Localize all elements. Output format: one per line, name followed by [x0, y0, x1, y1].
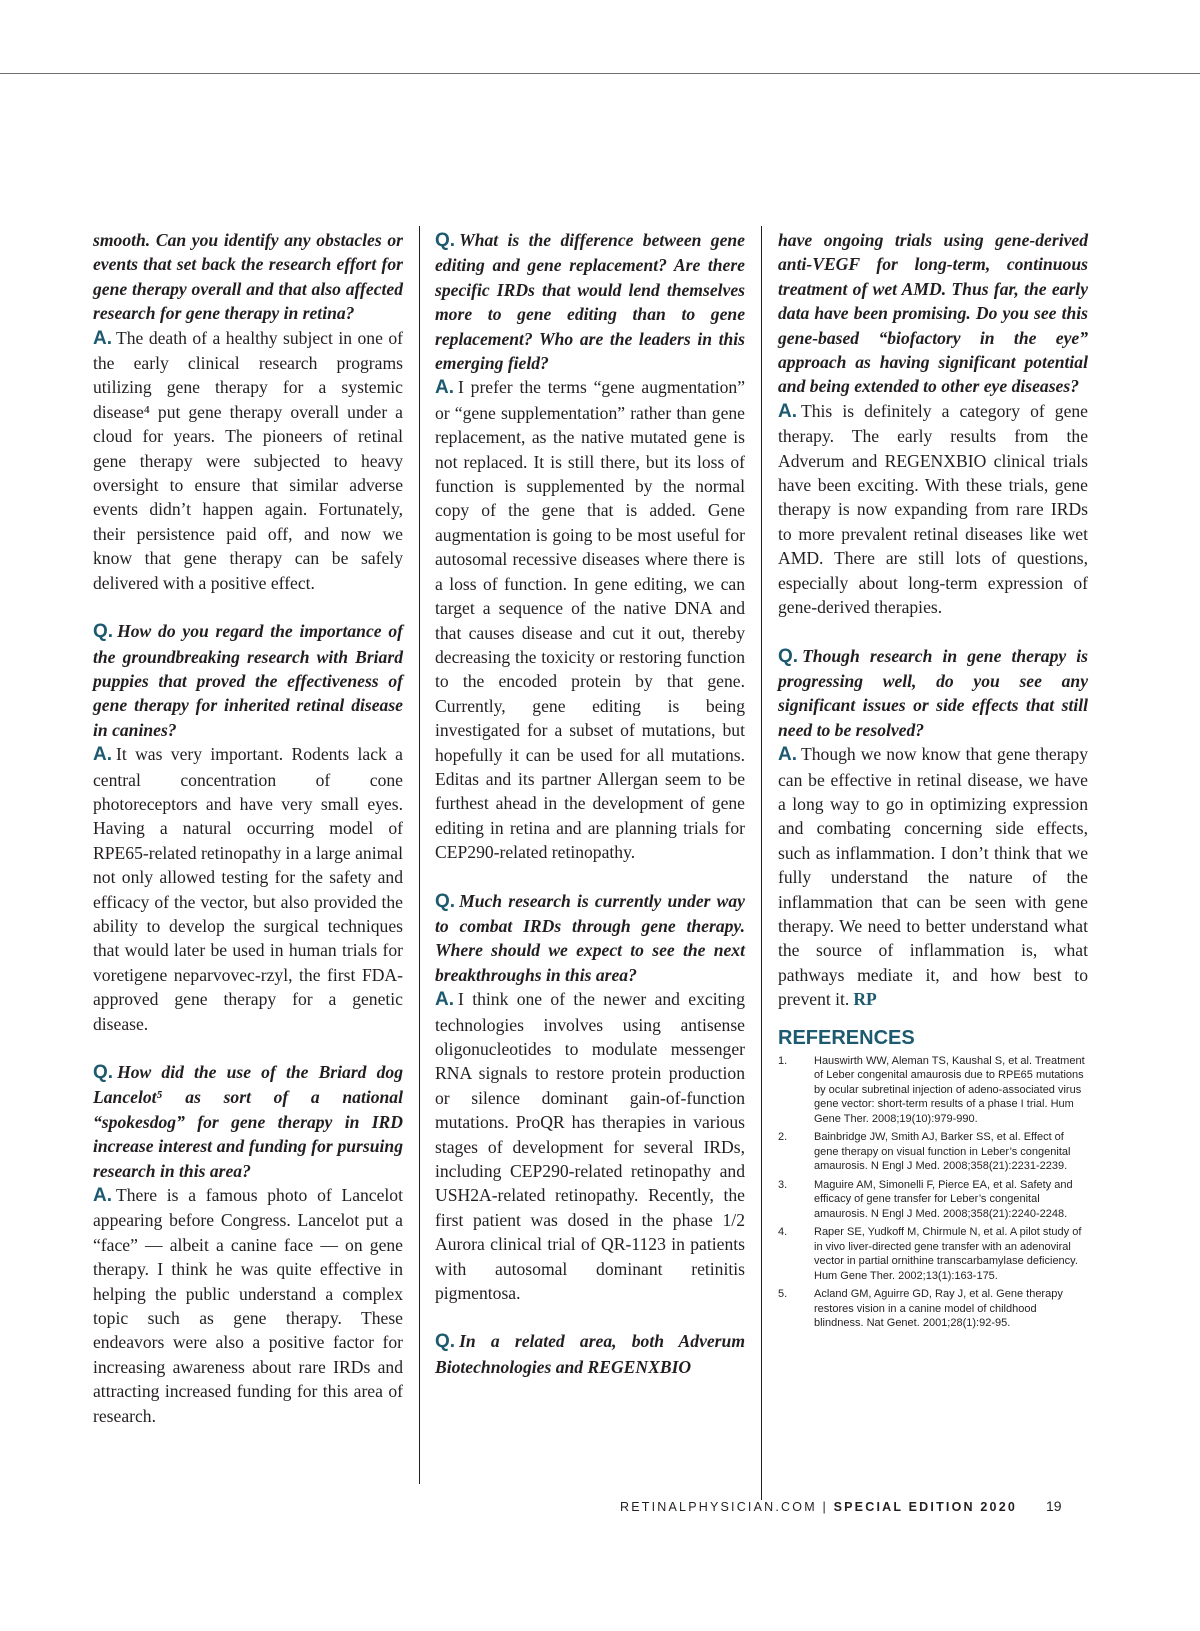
reference-text: Raper SE, Yudkoff M, Chirmule N, et al. A pilot study of in vivo liver-directed gene transfer with an adenoviral vector in partial ornithine transcarbamylase deficiency. Hum Gene Ther. 2002;13(1):163-175. — [814, 1226, 1082, 1282]
answer — [435, 375, 745, 864]
end-mark: RP — [853, 989, 877, 1010]
column-1 — [93, 228, 403, 1428]
answer-label: A. — [93, 744, 112, 766]
reference-text: Bainbridge JW, Smith AJ, Barker SS, et al. Effect of gene therapy on visual function in Leber’s congenital amaurosis. N Engl J Med. 2008;358(21):2231-2239. — [814, 1131, 1071, 1173]
question-continued: have ongoing trials using gene-derived anti-VEGF for long-term, continuous treatment of wet AMD. Thus far, the early data have been promising. Do you see this gene-based “biofactory in the eye” approach as having significant potential and being extended to other eye diseases? — [778, 230, 1088, 397]
question — [778, 644, 1088, 743]
column-divider — [761, 226, 762, 1500]
answer — [93, 326, 403, 595]
question — [435, 1329, 745, 1379]
reference-item — [778, 1287, 1088, 1331]
answer-label: A. — [93, 327, 112, 349]
reference-item — [778, 1225, 1088, 1283]
answer-text: It was very important. Rodents lack a central concentration of cone photoreceptors and have very small eyes. Having a natural occurring model of RPE65-related retinopathy in a large animal not only allowed testing for the safety and efficacy of the vector, but also provided the ability to develop the surgical techniques that would later be used in human trials for voretigene neparvovec-rzyl, the first FDA-approved gene therapy for a genetic disease. — [93, 744, 403, 1034]
answer-text: I think one of the newer and exciting technologies involves using antisense oligonucleotides to modulate messenger RNA signals to restore protein production or silence dominant gain-of-function mutations. ProQR has therapies in various stages of development for several IRDs, including CEP290-related retinopathy and USH2A-related retinopathy. Recently, the first patient was dosed in the phase 1/2 Aurora clinical trial of QR-1123 in patients with autosomal dominant retinitis pigmentosa. — [435, 989, 745, 1304]
footer-edition: SPECIAL EDITION 2020 — [833, 1500, 1018, 1514]
answer-text: This is definitely a category of gene therapy. The early results from the Adverum and REGENXBIO clinical trials have been exciting. With these trials, gene therapy is now expanding from rare IRDs to more prevalent retinal diseases like wet AMD. There are still lots of questions, especially about long-term expression of gene-derived therapies. — [778, 400, 1088, 618]
question-continued: smooth. Can you identify any obstacles or events that set back the research effort for gene therapy overall and that also affected research for gene therapy in retina? — [93, 230, 403, 324]
answer-text: Though we now know that gene therapy can be effective in retinal disease, we have a long way to go in optimizing expression and combating concerning side effects, such as inflammation. I don’t think that we fully understand the nature of the inflammation that can be seen with gene therapy. We need to better understand what the source of inflammation is, what pathways mediate it, and how best to prevent it. — [778, 744, 1088, 1010]
answer-label: A. — [435, 377, 454, 399]
references-heading: REFERENCES — [778, 1026, 915, 1049]
answer-label: A. — [435, 989, 454, 1011]
answer-label: A. — [778, 744, 797, 766]
reference-number: 3. — [778, 1178, 788, 1191]
column-divider — [419, 226, 420, 1484]
column-2 — [435, 228, 745, 1379]
question-label: Q. — [435, 890, 456, 912]
answer — [778, 742, 1088, 1011]
question — [93, 1060, 403, 1183]
question-label: Q. — [435, 1331, 456, 1353]
answer — [93, 742, 403, 1036]
question-label: Q. — [93, 1062, 114, 1083]
reference-item — [778, 1054, 1088, 1127]
question-label: Q. — [93, 621, 114, 643]
reference-text: Maguire AM, Simonelli F, Pierce EA, et al. Safety and efficacy of gene transfer for Leber’s congenital amaurosis. N Engl J Med. 2008;358(21):2240-2248. — [814, 1178, 1073, 1220]
question-text: In a related area, both Adverum Biotechnologies and REGENXBIO — [435, 1331, 745, 1377]
reference-number: 1. — [778, 1054, 788, 1067]
page-number: 19 — [1046, 1498, 1062, 1514]
question — [435, 889, 745, 988]
question-text: What is the difference between gene editing and gene replacement? Are there specific IRDs that would lend themselves more to gene editing than to gene replacement? Who are the leaders in this emerging field? — [435, 230, 745, 374]
reference-number: 4. — [778, 1226, 788, 1239]
answer-text: The death of a healthy subject in one of the early clinical research programs utilizing gene therapy for a systemic disease⁴ put gene therapy overall under a cloud for years. The pioneers of retinal gene therapy were subjected to heavy oversight to ensure that similar adverse events didn’t happen again. Fortunately, their persistence paid off, and now we know that gene therapy can be safely delivered with a positive effect. — [93, 327, 403, 593]
page-footer — [620, 1500, 1017, 1514]
answer — [93, 1183, 403, 1428]
question-text: Though research in gene therapy is progressing well, do you see any significant issues or side effects that still need to be resolved? — [778, 645, 1088, 740]
top-rule — [0, 73, 1200, 74]
question-text: How do you regard the importance of the groundbreaking research with Briard puppies that proved the effectiveness of gene therapy for inherited retinal disease in canines? — [93, 621, 403, 740]
answer — [778, 399, 1088, 620]
column-3 — [778, 228, 1088, 1335]
answer-text: I prefer the terms “gene augmentation” or “gene supplementation” rather than gene replacement, as the native mutated gene is not replaced. It is still there, but its loss of function is supplemented by the normal copy of the gene that is added. Gene augmentation is going to be most useful for autosomal recessive diseases where there is a loss of function. In gene editing, we can target a sequence of the native DNA and that causes disease and cut it out, thereby decreasing the toxicity or restoring function to the encoded protein by that gene. Currently, gene editing is being investigated for a subset of mutations, but hopefully it can be used for all mutations. Editas and its partner Allergan seem to be furthest ahead in the development of gene editing in retina and are planning trials for CEP290-related retinopathy. — [435, 377, 745, 863]
reference-item — [778, 1130, 1088, 1174]
question-text: How did the use of the Briard dog Lancelot⁵ as sort of a national “spokesdog” for gene therapy in IRD increase interest and funding for pursuing research in this area? — [93, 1062, 403, 1181]
question-text: Much research is currently under way to combat IRDs through gene therapy. Where should we expect to see the next breakthroughs in this area? — [435, 890, 745, 985]
answer-label: A. — [778, 400, 797, 422]
question — [435, 228, 745, 375]
question — [93, 619, 403, 742]
answer — [435, 987, 745, 1305]
question-label: Q. — [778, 645, 799, 667]
answer-text: There is a famous photo of Lancelot appearing before Congress. Lancelot put a “face” — albeit a canine face — on gene therapy. I think he was quite effective in helping the public understand a complex topic such as gene therapy. These endeavors were also a positive factor for increasing awareness about rare IRDs and attracting increased funding for this area of research. — [93, 1185, 403, 1426]
reference-text: Acland GM, Aguirre GD, Ray J, et al. Gene therapy restores vision in a canine model of childhood blindness. Nat Genet. 2001;28(1):92-95. — [814, 1288, 1063, 1330]
reference-item — [778, 1178, 1088, 1222]
reference-text: Hauswirth WW, Aleman TS, Kaushal S, et al. Treatment of Leber congenital amaurosis due to RPE65 mutations by ocular subretinal injection of adeno-associated virus gene vector: short-term results of a phase I trial. Hum Gene Ther. 2008;19(10):979-990. — [814, 1054, 1085, 1125]
answer-label: A. — [93, 1185, 112, 1207]
question-label: Q. — [435, 230, 456, 251]
reference-number: 2. — [778, 1131, 788, 1144]
references-list — [778, 1054, 1088, 1331]
reference-number: 5. — [778, 1288, 788, 1301]
footer-site: RETINALPHYSICIAN.COM | — [620, 1500, 834, 1514]
